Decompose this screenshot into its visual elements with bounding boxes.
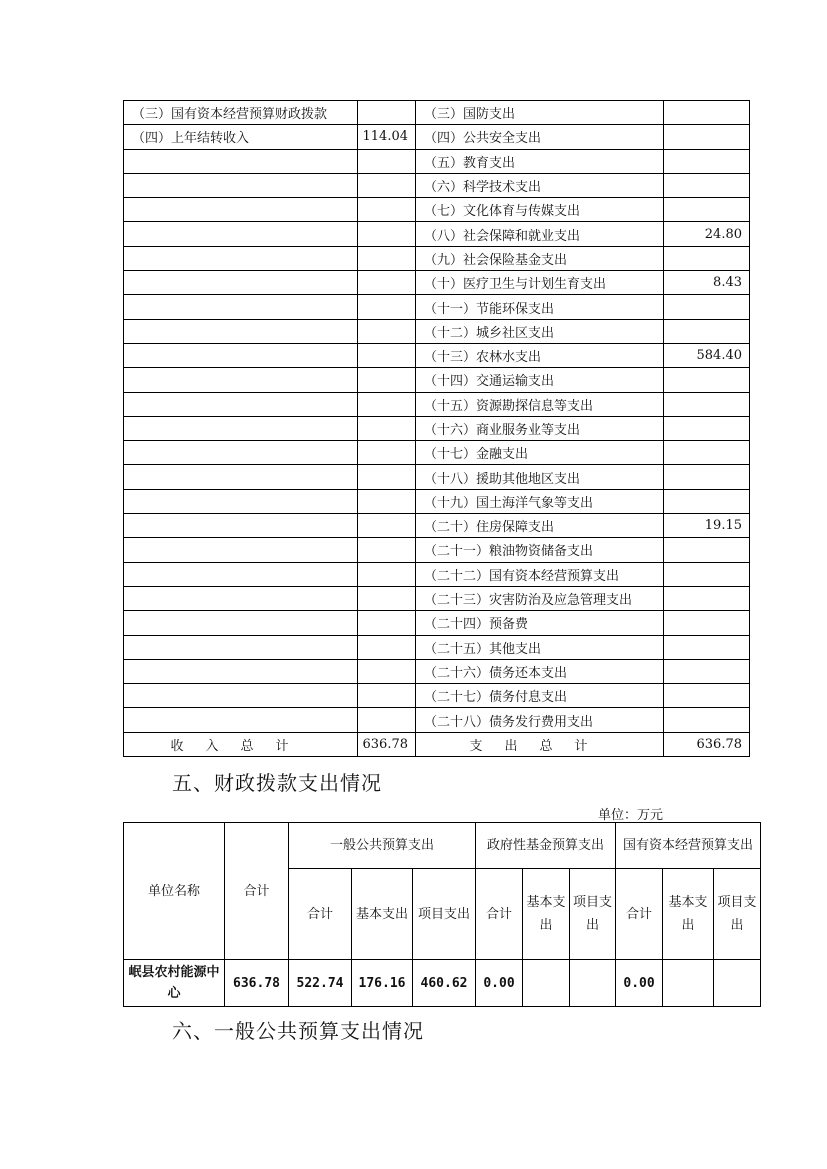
expense-value (664, 368, 750, 392)
table-row (124, 392, 750, 416)
income-value (358, 392, 416, 416)
expense-label: （三）国防支出 (416, 101, 664, 125)
income-value (358, 149, 416, 173)
table-row (124, 538, 750, 562)
income-total-label: 收入总计 (124, 732, 358, 756)
income-label (124, 659, 358, 683)
table-row (124, 441, 750, 465)
table-row (124, 246, 750, 270)
income-value (358, 416, 416, 440)
income-total-value: 636.78 (358, 732, 416, 756)
table-row (124, 635, 750, 659)
income-label (124, 271, 358, 295)
table-row (124, 611, 750, 635)
expense-value (664, 198, 750, 222)
general-basic-cell: 176.16 (352, 960, 413, 1007)
expense-value (664, 684, 750, 708)
income-label (124, 684, 358, 708)
table-row (124, 149, 750, 173)
income-value (358, 222, 416, 246)
income-label (124, 319, 358, 343)
table-row (124, 343, 750, 367)
header-general-total: 合计 (289, 869, 352, 960)
income-value (358, 538, 416, 562)
section-5-title: 五、财政拨款支出情况 (172, 771, 382, 795)
header-state-total: 合计 (616, 869, 663, 960)
income-value (358, 514, 416, 538)
income-value (358, 562, 416, 586)
income-label (124, 708, 358, 732)
income-value (358, 441, 416, 465)
expense-label: （二十）住房保障支出 (416, 514, 664, 538)
section-6-title: 六、一般公共预算支出情况 (172, 1019, 424, 1043)
income-value (358, 101, 416, 125)
unit-name-cell: 岷县农村能源中心 (124, 960, 225, 1007)
header-gov-fund-project: 项目支出 (570, 869, 616, 960)
header-gov-fund-total: 合计 (476, 869, 523, 960)
expense-label: （十一）节能环保支出 (416, 295, 664, 319)
fiscal-expenditure-table (123, 822, 761, 1007)
expense-value: 24.80 (664, 222, 750, 246)
table-row (124, 562, 750, 586)
general-total-cell: 522.74 (289, 960, 352, 1007)
income-expense-table (123, 100, 750, 757)
expense-value (664, 416, 750, 440)
total-row (124, 732, 750, 756)
expense-value (664, 562, 750, 586)
expense-label: （二十五）其他支出 (416, 635, 664, 659)
header-gov-fund-basic: 基本支出 (523, 869, 570, 960)
expense-label: （六）科学技术支出 (416, 173, 664, 197)
income-value (358, 319, 416, 343)
header-state-basic: 基本支出 (663, 869, 714, 960)
expense-label: （二十四）预备费 (416, 611, 664, 635)
expense-value (664, 295, 750, 319)
income-label (124, 416, 358, 440)
expense-value: 584.40 (664, 343, 750, 367)
expense-value (664, 611, 750, 635)
state-project-cell (714, 960, 761, 1007)
table-row (124, 514, 750, 538)
header-state-project: 项目支出 (714, 869, 761, 960)
income-label (124, 246, 358, 270)
expense-label: （十二）城乡社区支出 (416, 319, 664, 343)
expense-label: （十四）交通运输支出 (416, 368, 664, 392)
income-label (124, 538, 358, 562)
header-general-project: 项目支出 (413, 869, 476, 960)
income-label: （三）国有资本经营预算财政拨款 (124, 101, 358, 125)
income-value (358, 586, 416, 610)
table-row (124, 319, 750, 343)
expense-label: （八）社会保障和就业支出 (416, 222, 664, 246)
income-value (358, 708, 416, 732)
expense-value (664, 392, 750, 416)
table-row (124, 684, 750, 708)
income-expense-body (124, 101, 750, 733)
expense-label: （二十三）灾害防治及应急管理支出 (416, 586, 664, 610)
income-label (124, 562, 358, 586)
expense-label: （十九）国土海洋气象等支出 (416, 489, 664, 513)
general-project-cell: 460.62 (413, 960, 476, 1007)
header-general-basic: 基本支出 (352, 869, 413, 960)
income-label (124, 198, 358, 222)
table-row (124, 198, 750, 222)
table-row (124, 489, 750, 513)
expense-value (664, 708, 750, 732)
expense-label: （七）文化体育与传媒支出 (416, 198, 664, 222)
expense-value (664, 538, 750, 562)
table-row (124, 416, 750, 440)
expense-label: （十）医疗卫生与计划生育支出 (416, 271, 664, 295)
header-gov-fund-budget: 政府性基金预算支出 (476, 823, 616, 869)
expense-label: （四）公共安全支出 (416, 125, 664, 149)
header-unit-name: 单位名称 (124, 823, 225, 960)
income-value (358, 246, 416, 270)
header-total: 合计 (225, 823, 289, 960)
expense-label: （二十八）债务发行费用支出 (416, 708, 664, 732)
expense-value: 19.15 (664, 514, 750, 538)
expense-value (664, 101, 750, 125)
income-label (124, 222, 358, 246)
expense-value (664, 489, 750, 513)
expense-total-label: 支出总计 (416, 732, 664, 756)
income-label (124, 149, 358, 173)
income-label (124, 368, 358, 392)
income-label (124, 295, 358, 319)
table-row (124, 173, 750, 197)
state-total-cell: 0.00 (616, 960, 663, 1007)
table-row (124, 222, 750, 246)
income-label (124, 343, 358, 367)
table-row (124, 368, 750, 392)
income-value (358, 271, 416, 295)
income-value (358, 635, 416, 659)
income-label (124, 441, 358, 465)
expense-label: （九）社会保险基金支出 (416, 246, 664, 270)
header-state-capital-budget: 国有资本经营预算支出 (616, 823, 761, 869)
income-label (124, 465, 358, 489)
income-value (358, 295, 416, 319)
income-value (358, 343, 416, 367)
header-general-budget: 一般公共预算支出 (289, 823, 476, 869)
table-row (124, 465, 750, 489)
income-value (358, 659, 416, 683)
income-label (124, 635, 358, 659)
expense-label: （二十一）粮油物资储备支出 (416, 538, 664, 562)
income-label: （四）上年结转收入 (124, 125, 358, 149)
income-label (124, 173, 358, 197)
table-row (124, 125, 750, 149)
expense-label: （十六）商业服务业等支出 (416, 416, 664, 440)
income-value (358, 465, 416, 489)
expense-value: 8.43 (664, 271, 750, 295)
expense-value (664, 659, 750, 683)
expense-value (664, 586, 750, 610)
income-label (124, 514, 358, 538)
expense-value (664, 173, 750, 197)
expense-label: （十七）金融支出 (416, 441, 664, 465)
table-row (124, 295, 750, 319)
expense-label: （五）教育支出 (416, 149, 664, 173)
expense-label: （十三）农林水支出 (416, 343, 664, 367)
income-value (358, 198, 416, 222)
total-cell: 636.78 (225, 960, 289, 1007)
income-label (124, 586, 358, 610)
income-label (124, 489, 358, 513)
expense-total-value: 636.78 (664, 732, 750, 756)
expense-value (664, 441, 750, 465)
expense-value (664, 465, 750, 489)
gov-fund-project-cell (570, 960, 616, 1007)
table-row (124, 101, 750, 125)
unit-label: 单位：万元 (598, 808, 664, 823)
data-row (124, 960, 761, 1007)
income-value (358, 489, 416, 513)
expense-label: （十五）资源勘探信息等支出 (416, 392, 664, 416)
table-row (124, 659, 750, 683)
table-row (124, 271, 750, 295)
table-row (124, 586, 750, 610)
income-value (358, 173, 416, 197)
expense-value (664, 149, 750, 173)
expense-value (664, 125, 750, 149)
income-value (358, 684, 416, 708)
table-row (124, 708, 750, 732)
income-value: 114.04 (358, 125, 416, 149)
expense-value (664, 635, 750, 659)
income-value (358, 611, 416, 635)
expense-label: （二十七）债务付息支出 (416, 684, 664, 708)
expense-value (664, 319, 750, 343)
state-basic-cell (663, 960, 714, 1007)
income-value (358, 368, 416, 392)
income-label (124, 611, 358, 635)
income-label (124, 392, 358, 416)
gov-fund-basic-cell (523, 960, 570, 1007)
expense-label: （十八）援助其他地区支出 (416, 465, 664, 489)
expense-value (664, 246, 750, 270)
gov-fund-total-cell: 0.00 (476, 960, 523, 1007)
expense-label: （二十六）债务还本支出 (416, 659, 664, 683)
expense-label: （二十二）国有资本经营预算支出 (416, 562, 664, 586)
